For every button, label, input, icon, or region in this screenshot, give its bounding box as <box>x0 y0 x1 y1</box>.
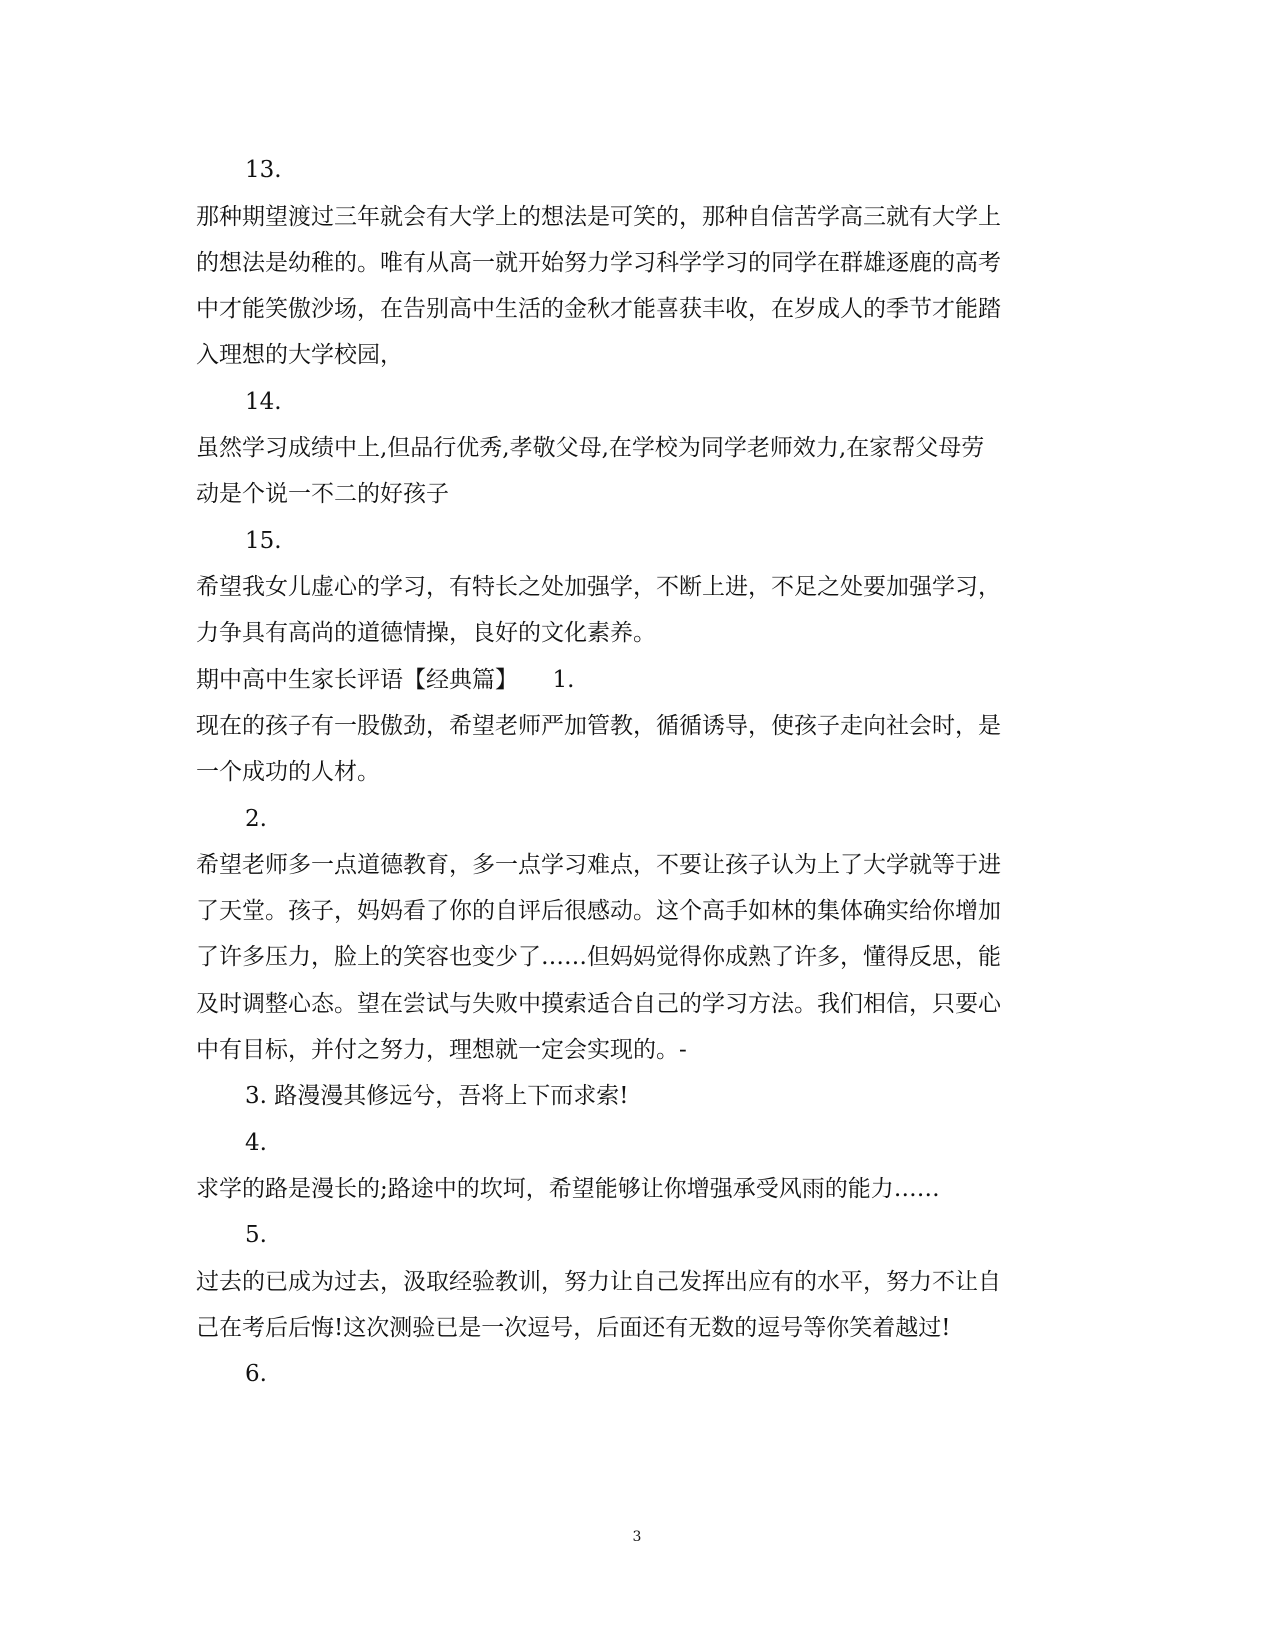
paragraph-line: 中有目标，并付之努力，理想就一定会实现的。- <box>196 1037 687 1063</box>
paragraph-line: 入理想的大学校园， <box>196 342 403 368</box>
item-number-4: 4. <box>245 1130 267 1156</box>
paragraph-line: 中才能笑傲沙场，在告别高中生活的金秋才能喜获丰收，在岁成人的季节才能踏 <box>196 296 1001 322</box>
paragraph-line: 过去的已成为过去，汲取经验教训，努力让自己发挥出应有的水平，努力不让自 <box>196 1269 1001 1295</box>
paragraph-line: 及时调整心态。望在尝试与失败中摸索适合自己的学习方法。我们相信，只要心 <box>196 991 1001 1017</box>
paragraph-line: 一个成功的人材。 <box>196 759 380 785</box>
page-number: 3 <box>632 1529 642 1545</box>
section-heading: 期中高中生家长评语【经典篇】 1. <box>196 667 575 693</box>
item-number-14: 14. <box>245 389 282 415</box>
paragraph-line: 希望老师多一点道德教育，多一点学习难点，不要让孩子认为上了大学就等于进 <box>196 852 1001 878</box>
paragraph-line: 求学的路是漫长的;路途中的坎坷，希望能够让你增强承受风雨的能力…… <box>196 1176 940 1202</box>
item-number-5: 5. <box>245 1222 267 1248</box>
paragraph-line: 那种期望渡过三年就会有大学上的想法是可笑的，那种自信苦学高三就有大学上 <box>196 204 1001 230</box>
item-3: 3. 路漫漫其修远兮，吾将上下而求索! <box>245 1083 629 1109</box>
item-number-13: 13. <box>245 157 282 183</box>
item-number-6: 6. <box>245 1361 267 1387</box>
paragraph-line: 己在考后后悔!这次测验已是一次逗号，后面还有无数的逗号等你笑着越过! <box>196 1315 951 1341</box>
paragraph-line: 力争具有高尚的道德情操，良好的文化素养。 <box>196 620 656 646</box>
paragraph-line: 动是个说一不二的好孩子 <box>196 481 449 507</box>
paragraph-line: 虽然学习成绩中上,但品行优秀,孝敬父母,在学校为同学老师效力,在家帮父母劳 <box>196 435 985 461</box>
paragraph-line: 了天堂。孩子，妈妈看了你的自评后很感动。这个高手如林的集体确实给你增加 <box>196 898 1001 924</box>
paragraph-line: 了许多压力，脸上的笑容也变少了……但妈妈觉得你成熟了许多，懂得反思，能 <box>196 944 1001 970</box>
paragraph-line: 希望我女儿虚心的学习，有特长之处加强学，不断上进，不足之处要加强学习， <box>196 574 1001 600</box>
paragraph-line: 的想法是幼稚的。唯有从高一就开始努力学习科学学习的同学在群雄逐鹿的高考 <box>196 250 1001 276</box>
item-number-2: 2. <box>245 806 267 832</box>
item-number-15: 15. <box>245 528 282 554</box>
paragraph-line: 现在的孩子有一股傲劲，希望老师严加管教，循循诱导，使孩子走向社会时，是 <box>196 713 1001 739</box>
